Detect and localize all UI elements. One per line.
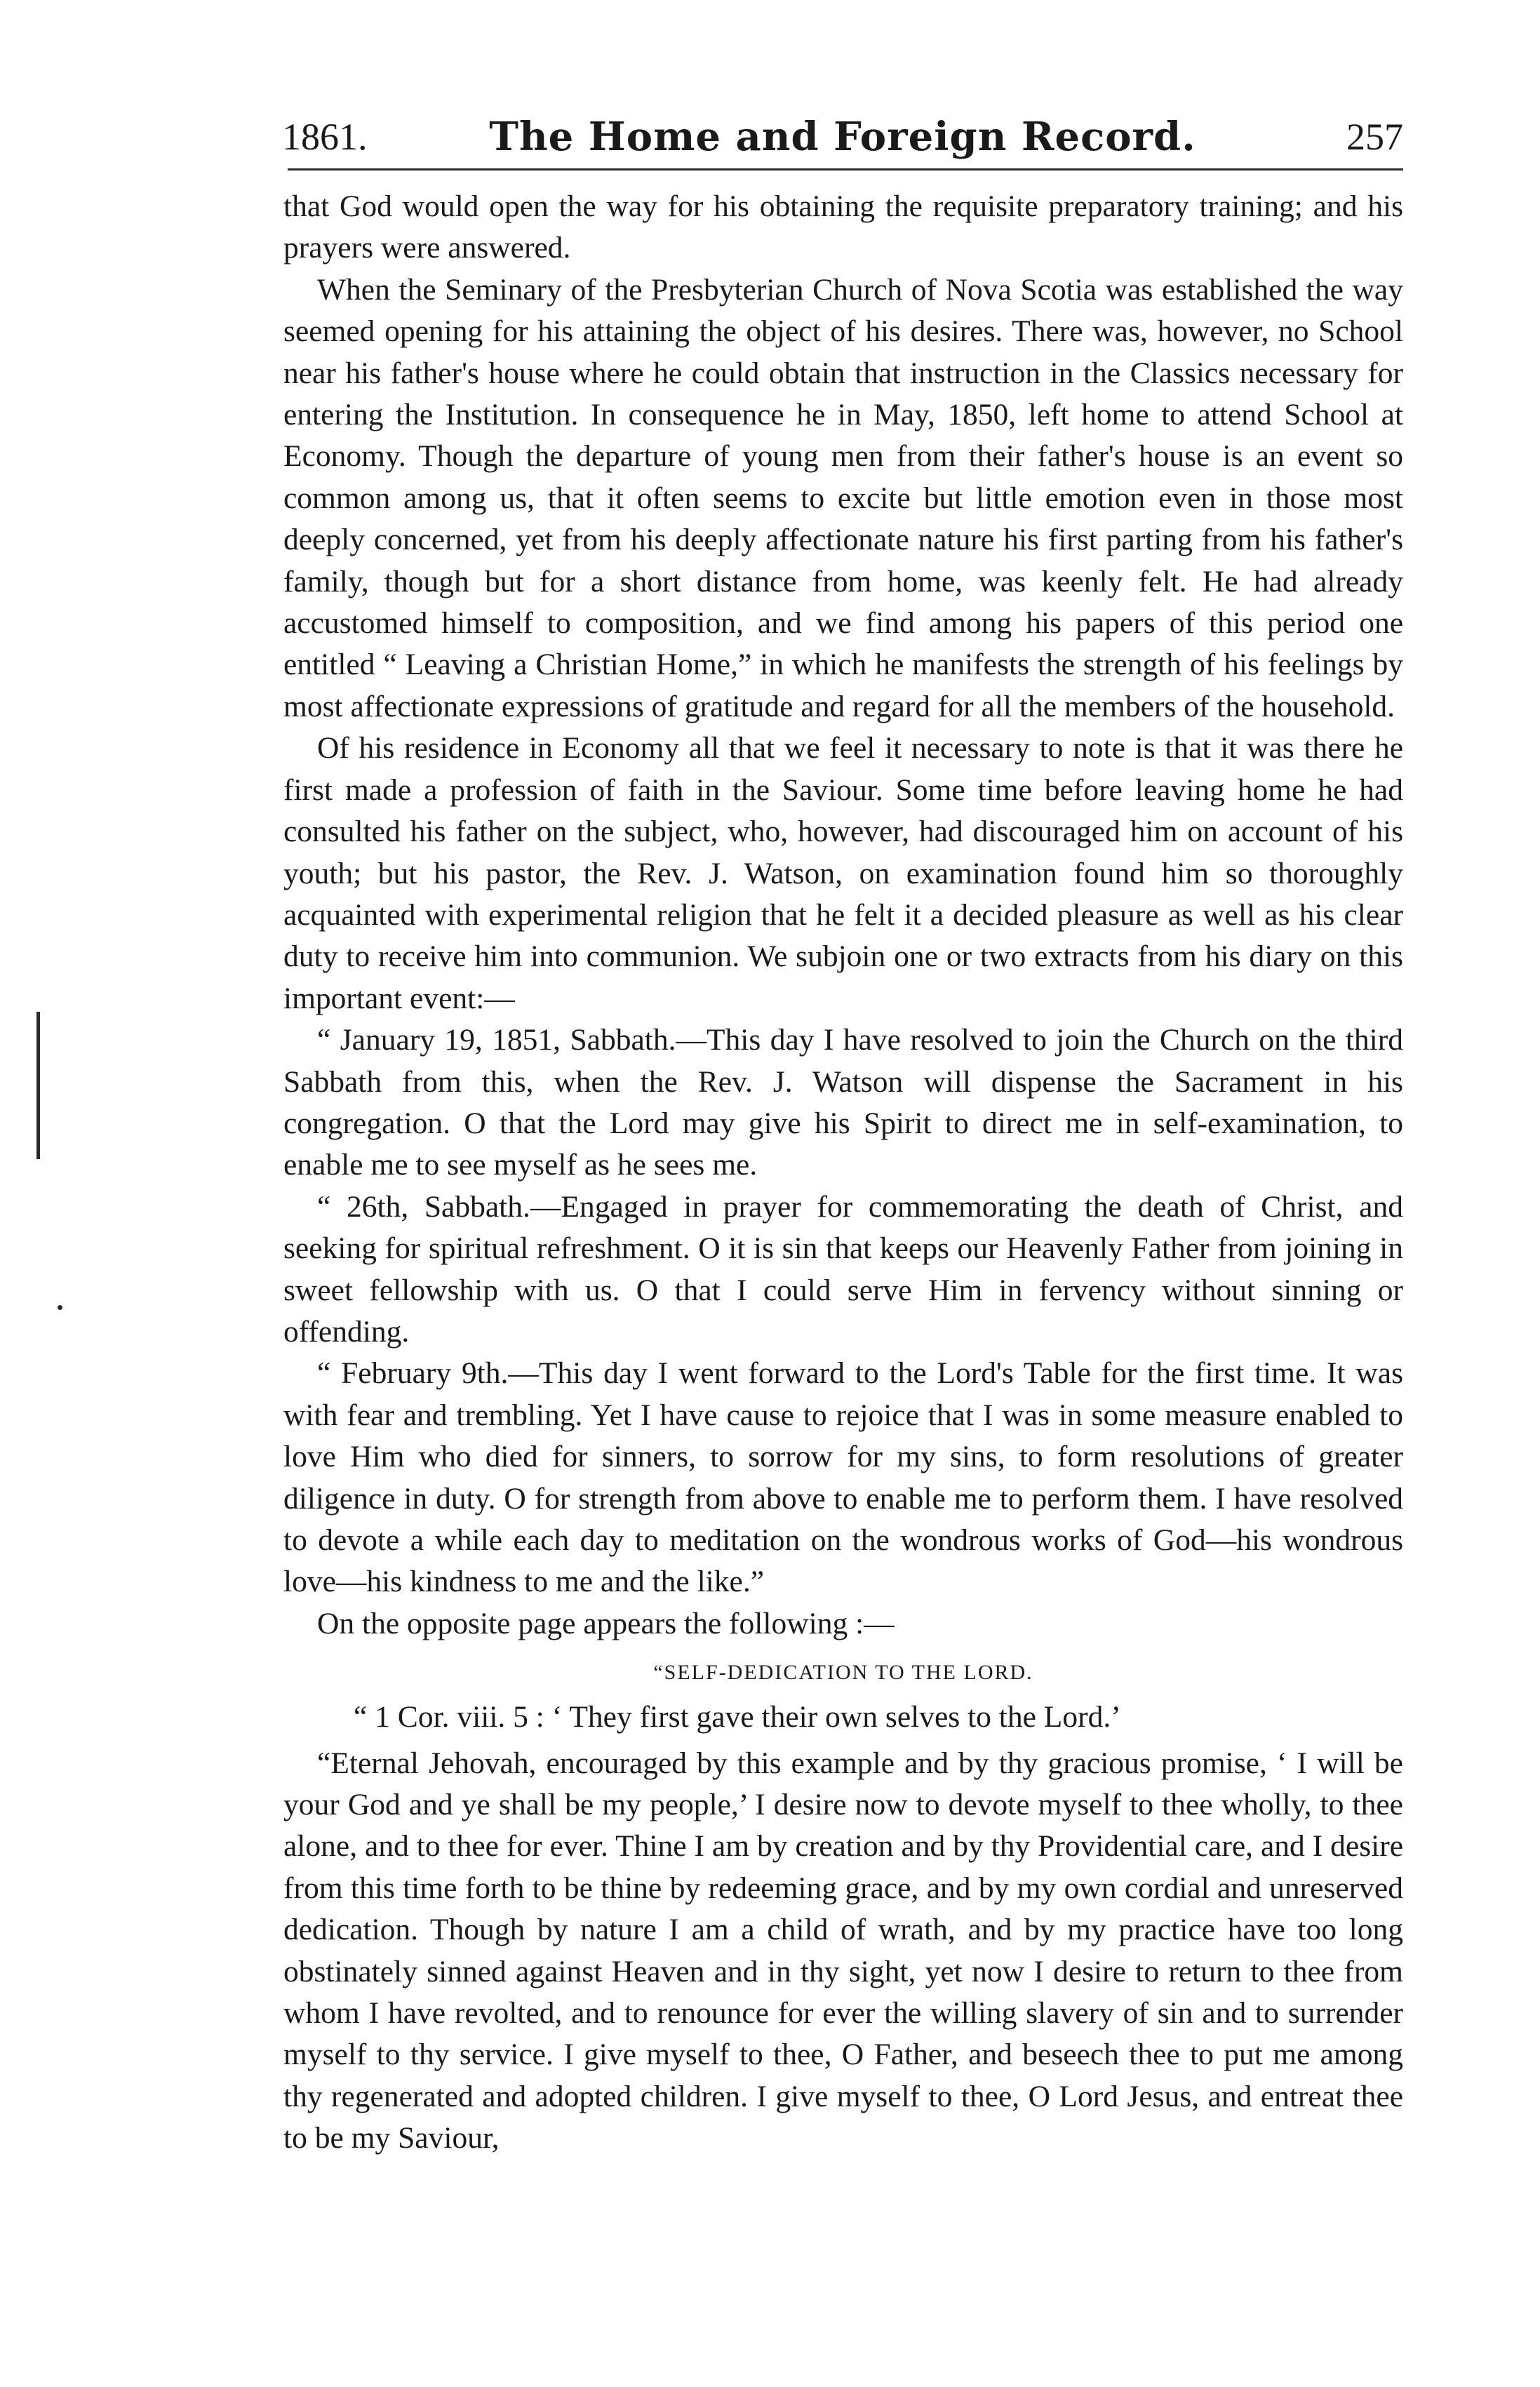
paragraph-seminary: When the Seminary of the Presbyterian Church of Nova Scotia was established the way seemed opening for his attaining the object of his desires. There was, however, no School near his father's house where he could obtain that instruction in the Classics necessary for entering the Institution. In consequence he in May, 1850, left home to attend School at Economy. Though the departure of young men from their father's house is an event so common among us, that it often seems to excite but little emotion even in those most deeply concerned, yet from his deeply affectionate nature his first parting from his father's family, though but for a short distance from home, was keenly felt. He had already accustomed himself to composition, and we find among his papers of this period one entitled “ Leaving a Christian Home,” in which he manifests the strength of his feelings by most affectionate expressions of gratitude and regard for all the members of the household.	[283, 272, 1403, 723]
section-heading: “SELF-DEDICATION TO THE LORD.	[653, 1661, 1033, 1685]
margin-line-mark	[36, 1012, 40, 1159]
header-year: 1861.	[282, 116, 368, 158]
page-number: 257	[1346, 116, 1403, 158]
margin-dot-mark	[58, 1305, 62, 1310]
running-header	[282, 105, 1403, 168]
diary-entry-january-19: “ January 19, 1851, Sabbath.—This day I have resolved to join the Church on the third Sabbath from this, when the Rev. J. Watson will dispense the Sacrament in his congregation. O that the Lord may give his Spirit to direct me in self-examination, to enable me to see myself as he sees me.	[283, 1023, 1403, 1182]
header-rule	[288, 168, 1403, 170]
paragraph-opposite-page: On the opposite page appears the following :—	[317, 1606, 895, 1640]
paragraph-economy: Of his residence in Economy all that we feel it necessary to note is that it was there he first made a profession of faith in the Saviour. Some time before leaving home he had consulted his father on the subject, who, however, had discouraged him on account of his youth; but his pastor, the Rev. J. Watson, on examination found him so thoroughly acquainted with experimental religion that he felt it a decided pleasure as well as his clear duty to receive him into communion. We subjoin one or two extracts from his diary on this important event:—	[283, 731, 1403, 1015]
paragraph-continuation: that God would open the way for his obtaining the requisite preparatory training; and his prayers were answered.	[283, 189, 1403, 265]
journal-title: The Home and Foreign Record.	[489, 114, 1196, 160]
diary-entry-26th: “ 26th, Sabbath.—Engaged in prayer for commemorating the death of Christ, and seeking for spiritual refreshment. O it is sin that keeps our Heavenly Father from joining in sweet fellowship with us. O that I could serve Him in fervency without sinning or offending.	[283, 1189, 1403, 1349]
article-body	[283, 186, 1403, 2160]
epigraph: “ 1 Cor. viii. 5 : ‘ They first gave their own selves to the Lord.’	[354, 1700, 1121, 1734]
diary-entry-february-9: “ February 9th.—This day I went forward to the Lord's Table for the first time. It was with fear and trembling. Yet I have cause to rejoice that I was in some measure enabled to love Him who died for sinners, to sorrow for my sins, to form resolutions of greater diligence in duty. O for strength from above to enable me to perform them. I have resolved to devote a while each day to meditation on the wondrous works of God—his wondrous love—his kindness to me and the like.”	[283, 1356, 1403, 1599]
paragraph-dedication: “Eternal Jehovah, encouraged by this example and by thy gracious promise, ‘ I will be your God and ye shall be my people,’ I desire now to devote myself to thee wholly, to thee alone, and to thee for ever. Thine I am by creation and by thy Providential care, and I desire from this time forth to be thine by redeeming grace, and by my own cordial and unreserved dedication. Though by nature I am a child of wrath, and by my practice have too long obstinately sinned against Heaven and in thy sight, yet now I desire to return to thee from whom I have revolted, and to renounce for ever the willing slavery of sin and to surrender myself to thy service. I give myself to thee, O Father, and beseech thee to put me among thy regenerated and adopted children. I give myself to thee, O Lord Jesus, and entreat thee to be my Saviour,	[283, 1746, 1403, 2155]
